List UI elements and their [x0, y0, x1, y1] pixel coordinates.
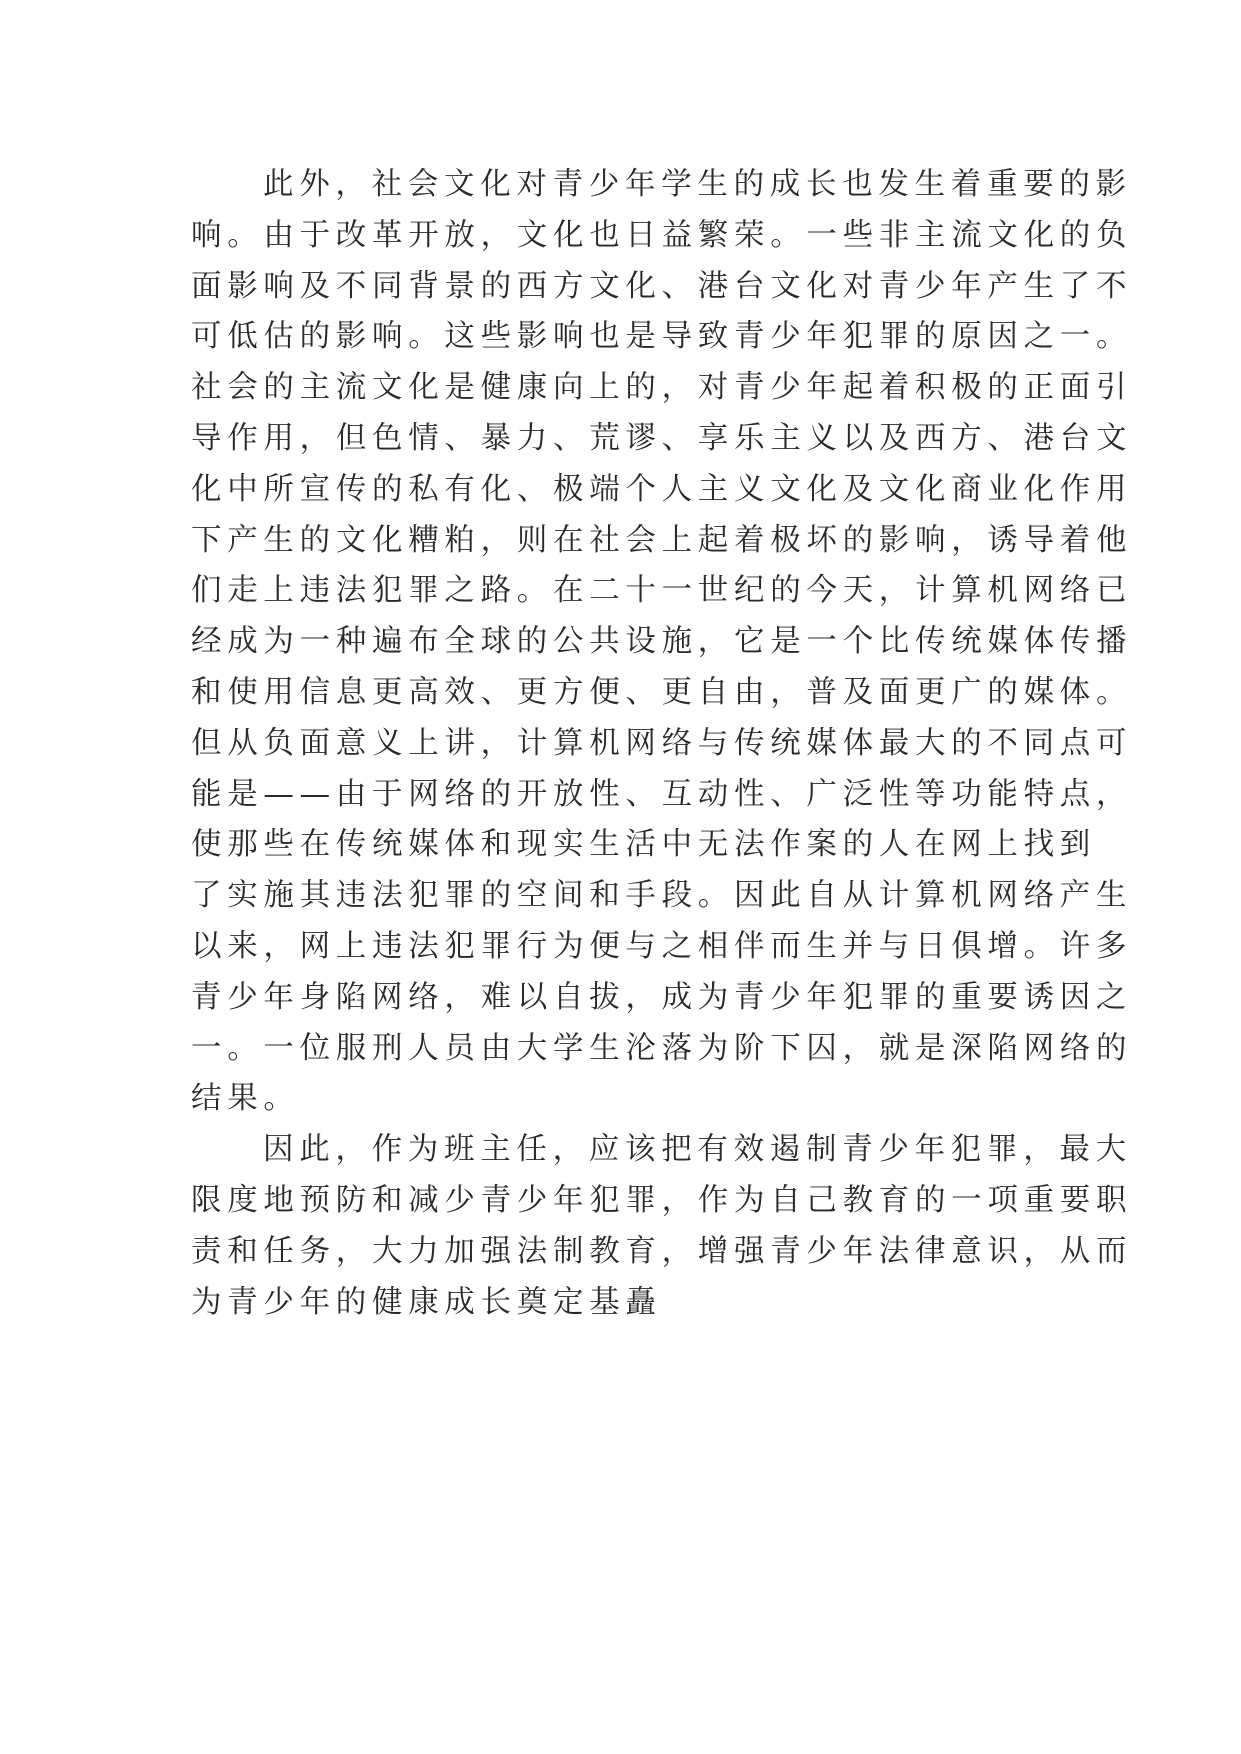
paragraph-2 [191, 1125, 1133, 1328]
text-line: 可低估的影响。这些影响也是导致青少年犯罪的原因之一。 [191, 319, 1133, 355]
text-line: 了实施其违法犯罪的空间和手段。因此自从计算机网络产生 [191, 878, 1133, 914]
text-line: 们走上违法犯罪之路。在二十一世纪的今天，计算机网络已 [191, 573, 1133, 609]
text-line: 面影响及不同背景的西方文化、港台文化对青少年产生了不 [191, 268, 1133, 304]
text-line: 响。由于改革开放，文化也日益繁荣。一些非主流文化的负 [191, 217, 1133, 253]
text-line: 限度地预防和减少青少年犯罪，作为自己教育的一项重要职 [191, 1182, 1133, 1218]
text-line: 导作用，但色情、暴力、荒谬、享乐主义以及西方、港台文 [191, 420, 1133, 456]
text-line: 因此，作为班主任，应该把有效遏制青少年犯罪，最大 [263, 1132, 1132, 1168]
text-line: 以来，网上违法犯罪行为便与之相伴而生并与日俱增。许多 [191, 928, 1133, 964]
text-line: 青少年身陷网络，难以自拔，成为青少年犯罪的重要诱因之 [191, 979, 1133, 1015]
text-line: 经成为一种遍布全球的公共设施，它是一个比传统媒体传播 [191, 624, 1133, 660]
text-line: 下产生的文化糟粕，则在社会上起着极坏的影响，诱导着他 [191, 522, 1133, 558]
text-line: 此外，社会文化对青少年学生的成长也发生着重要的影 [263, 167, 1132, 202]
text-line: 责和任务，大力加强法制教育，增强青少年法律意识，从而 [191, 1233, 1133, 1269]
text-line: 使那些在传统媒体和现实生活中无法作案的人在网上找到 [191, 827, 1096, 863]
text-line: 但从负面意义上讲，计算机网络与传统媒体最大的不同点可 [191, 725, 1133, 761]
text-line: 社会的主流文化是健康向上的，对青少年起着积极的正面引 [191, 370, 1133, 406]
paragraph-1 [191, 160, 1133, 1125]
text-line: 化中所宣传的私有化、极端个人主义文化及文化商业化作用 [191, 471, 1133, 507]
text-line: 和使用信息更高效、更方便、更自由，普及面更广的媒体。 [191, 674, 1133, 710]
text-line: 结果。 [191, 1081, 300, 1117]
text-line: 为青少年的健康成长奠定基矗 [191, 1284, 662, 1320]
document-body [191, 160, 1133, 1328]
text-line: 能是——由于网络的开放性、互动性、广泛性等功能特点， [191, 776, 1133, 812]
text-line: 一。一位服刑人员由大学生沦落为阶下囚，就是深陷网络的 [191, 1030, 1133, 1066]
